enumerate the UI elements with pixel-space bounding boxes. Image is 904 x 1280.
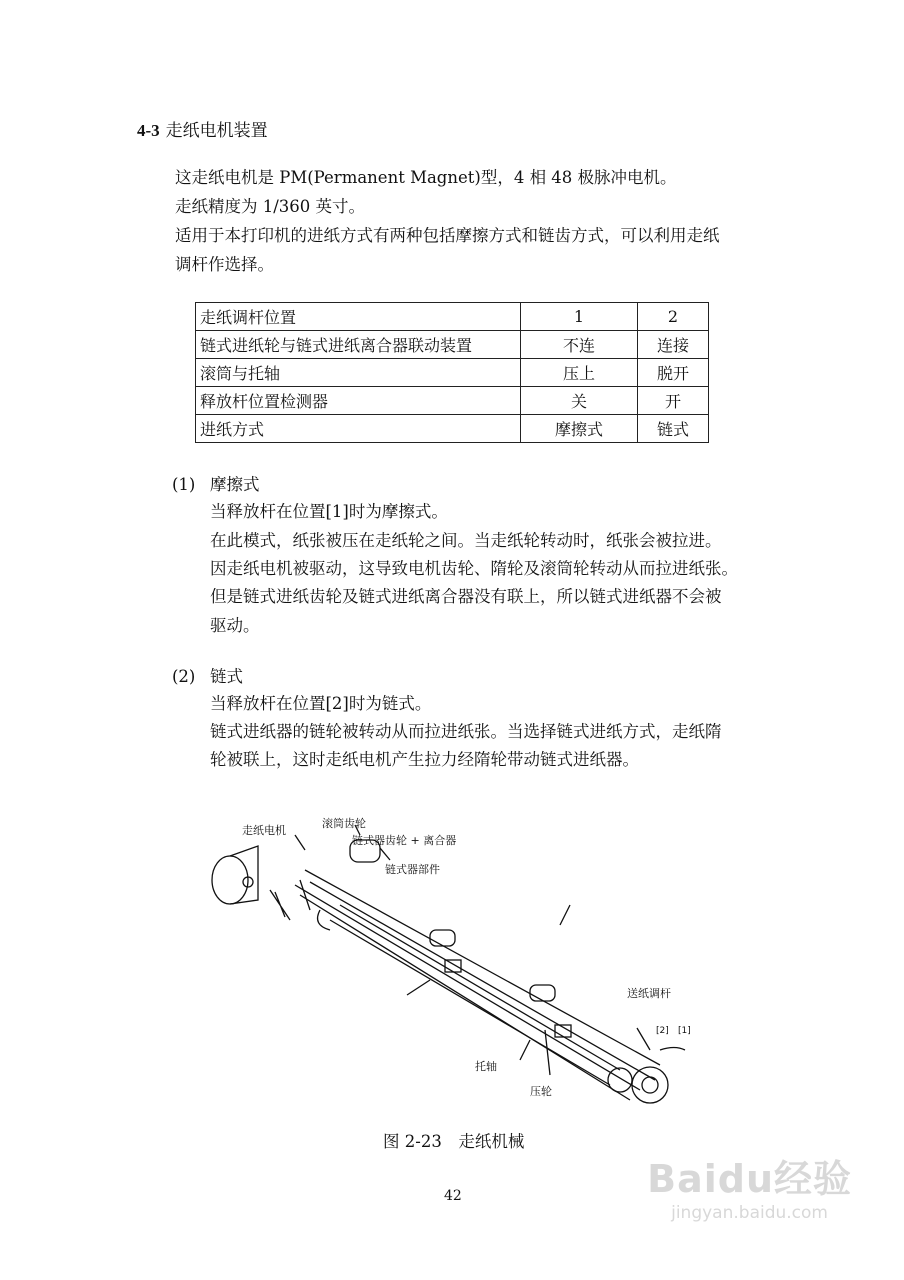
table-row [196,331,709,359]
table-cell: 开 [638,387,709,415]
item-title: 链式 [210,667,243,686]
table-cell: 不连 [521,331,638,359]
intro-line: 适用于本打印机的进纸方式有两种包括摩擦方式和链齿方式，可以利用走纸 [175,226,720,245]
figure-label: 滚筒齿轮 [322,817,366,830]
table-cell: 走纸调杆位置 [196,303,521,331]
section-title: 走纸电机装置 [165,121,268,141]
item-line: 当释放杆在位置[2]时为链式。 [210,694,432,713]
intro-line: 走纸精度为 1/360 英寸。 [175,197,366,216]
table-cell: 连接 [638,331,709,359]
table-cell: 关 [521,387,638,415]
item-line: 但是链式进纸齿轮及链式进纸离合器没有联上，所以链式进纸器不会被 [210,587,722,606]
item-number: (1) [172,475,196,494]
item-number: (2) [172,667,196,686]
figure-label: 链式器齿轮 + 离合器 [352,834,457,847]
table-row [196,303,709,331]
section-heading [137,116,268,141]
item-line: 在此模式，纸张被压在走纸轮之间。当走纸轮转动时，纸张会被拉进。 [210,531,722,550]
figure-label: 走纸电机 [242,824,286,837]
figure-label: 链式器部件 [385,863,440,876]
watermark-brand: Baidu经验 [647,1157,852,1201]
table-cell: 压上 [521,359,638,387]
item-line: 链式进纸器的链轮被转动从而拉进纸张。当选择链式进纸方式，走纸隋 [210,722,722,741]
table-row [196,387,709,415]
lever-position-table [195,302,709,443]
table-cell: 2 [638,303,709,331]
item-line: 轮被联上，这时走纸电机产生拉力经隋轮带动链式进纸器。 [210,750,639,769]
table-cell: 链式进纸轮与链式进纸离合器联动装置 [196,331,521,359]
table-cell: 进纸方式 [196,415,521,443]
figure-label: [1] [678,1026,691,1036]
table-cell: 1 [521,303,638,331]
table-cell: 脱开 [638,359,709,387]
item-line: 因走纸电机被驱动，这导致电机齿轮、隋轮及滚筒轮转动从而拉进纸张。 [210,559,738,578]
figure-label: 压轮 [530,1085,552,1098]
intro-line: 这走纸电机是 PM(Permanent Magnet)型，4 相 48 极脉冲电机。 [175,168,677,187]
intro-line: 调杆作选择。 [175,255,274,274]
table-row [196,359,709,387]
table-cell: 滚筒与托轴 [196,359,521,387]
item-line: 当释放杆在位置[1]时为摩擦式。 [210,502,448,521]
page-number: 42 [444,1188,462,1204]
item-line: 驱动。 [210,616,260,635]
table-cell: 摩擦式 [521,415,638,443]
figure-label: 托轴 [475,1060,497,1073]
table-cell: 释放杆位置检测器 [196,387,521,415]
table-row [196,415,709,443]
figure-label: 送纸调杆 [627,987,671,1000]
section-number: 4-3 [137,121,160,140]
item-title: 摩擦式 [210,475,260,494]
paper-feed-mechanism-drawing [200,810,700,1110]
table-cell: 链式 [638,415,709,443]
figure-caption: 图 2-23 走纸机械 [383,1132,525,1151]
watermark [647,1148,852,1223]
figure-label: [2] [656,1026,669,1036]
watermark-url: jingyan.baidu.com [671,1203,828,1223]
